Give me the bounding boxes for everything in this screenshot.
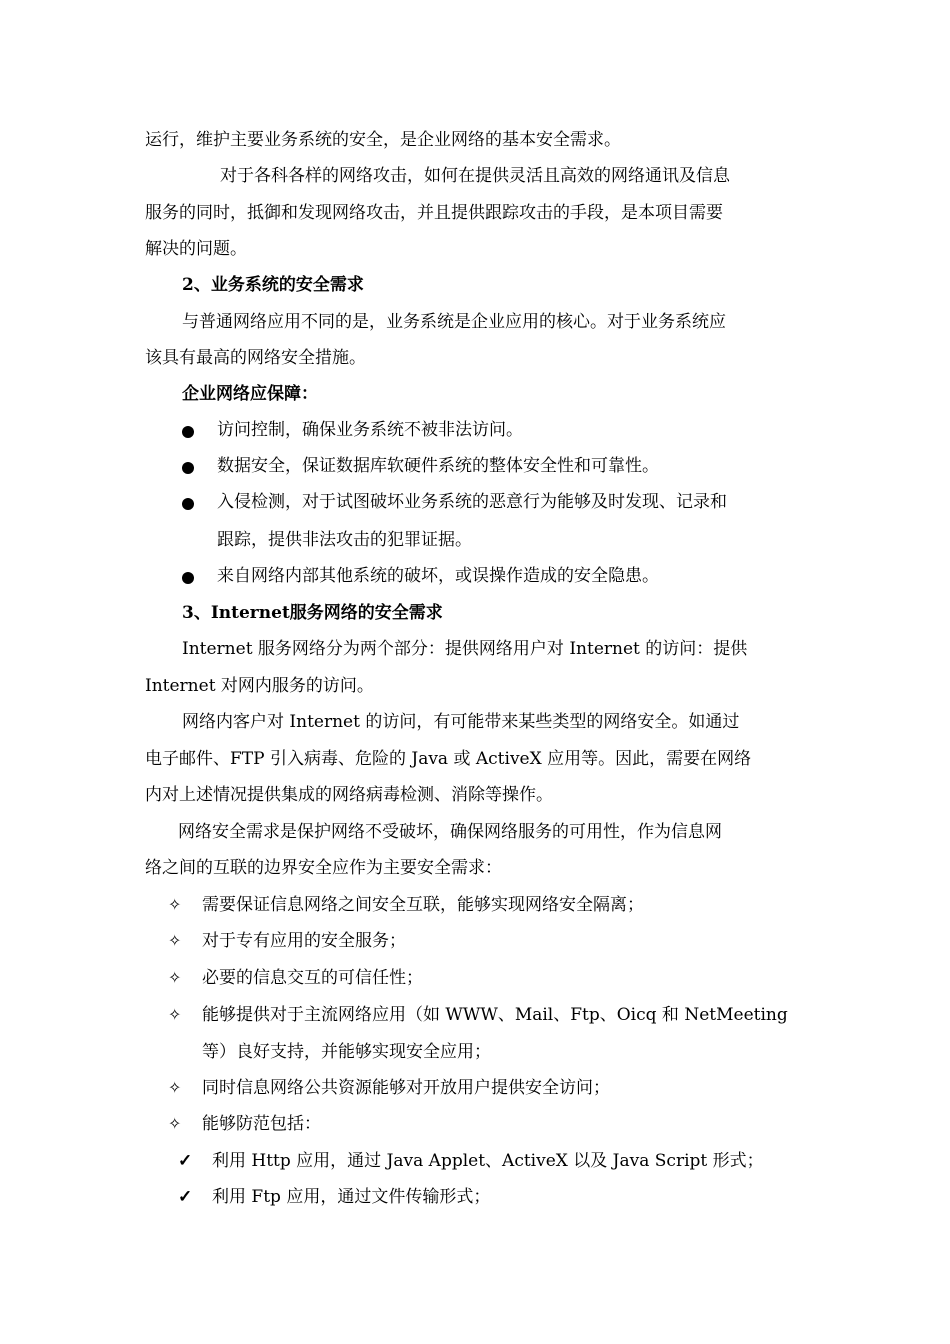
list-item: 利用 Http 应用，通过 Java Applet、ActiveX 以及 Java Script 形式； [212,1151,764,1171]
bullet-icon [182,456,194,478]
paragraph-line: 该具有最高的网络安全措施。 [145,348,366,368]
list-item: 跟踪，提供非法攻击的犯罪证据。 [217,530,472,550]
paragraph-line: 对于各科各样的网络攻击，如何在提供灵活且高效的网络通讯及信息 [220,166,730,186]
diamond-bullet-icon: ✧ [168,968,182,987]
diamond-bullet-icon: ✧ [168,1114,182,1133]
bullet-icon [182,420,194,442]
list-item: 必要的信息交互的可信任性； [202,968,423,988]
list-item: 能够防范包括： [202,1114,321,1134]
section-heading: 3、Internet服务网络的安全需求 [182,603,443,623]
list-item: 来自网络内部其他系统的破坏，或误操作造成的安全隐患。 [217,566,659,586]
paragraph-line: Internet 对网内服务的访问。 [145,676,374,696]
list-item: 同时信息网络公共资源能够对开放用户提供安全访问； [202,1078,610,1098]
paragraph-line: 服务的同时，抵御和发现网络攻击，并且提供跟踪攻击的手段，是本项目需要 [145,203,723,223]
paragraph-line: 运行，维护主要业务系统的安全，是企业网络的基本安全需求。 [145,130,621,150]
paragraph-line: 网络安全需求是保护网络不受破坏，确保网络服务的可用性，作为信息网 [178,822,722,842]
paragraph-line: 网络内客户对 Internet 的访问，有可能带来某些类型的网络安全。如通过 [182,712,740,732]
paragraph-line: 电子邮件、FTP 引入病毒、危险的 Java 或 ActiveX 应用等。因此，需要在网络 [145,749,752,769]
paragraph-line: 解决的问题。 [145,239,247,259]
diamond-bullet-icon: ✧ [168,895,182,914]
list-item: 利用 Ftp 应用，通过文件传输形式； [212,1187,491,1207]
paragraph-line: 络之间的互联的边界安全应作为主要安全需求： [145,858,502,878]
list-item: 访问控制，确保业务系统不被非法访问。 [217,420,523,440]
bullet-icon [182,566,194,588]
section-heading: 2、业务系统的安全需求 [182,275,364,295]
diamond-bullet-icon: ✧ [168,931,182,950]
list-item: 对于专有应用的安全服务； [202,931,406,951]
check-icon: ✓ [178,1151,193,1171]
paragraph-line: 内对上述情况提供集成的网络病毒检测、消除等操作。 [145,785,553,805]
diamond-bullet-icon: ✧ [168,1005,182,1024]
subheading: 企业网络应保障： [182,384,318,404]
bullet-icon [182,492,194,514]
list-item: 入侵检测，对于试图破坏业务系统的恶意行为能够及时发现、记录和 [217,492,727,512]
list-item: 等）良好支持，并能够实现安全应用； [202,1042,491,1062]
list-item: 需要保证信息网络之间安全互联，能够实现网络安全隔离； [202,895,644,915]
list-item: 能够提供对于主流网络应用（如 WWW、Mail、Ftp、Oicq 和 NetMeeting [202,1005,788,1025]
check-icon: ✓ [178,1187,193,1207]
paragraph-line: 与普通网络应用不同的是，业务系统是企业应用的核心。对于业务系统应 [182,312,726,332]
list-item: 数据安全，保证数据库软硬件系统的整体安全性和可靠性。 [217,456,659,476]
paragraph-line: Internet 服务网络分为两个部分：提供网络用户对 Internet 的访问：提供 [182,639,748,659]
diamond-bullet-icon: ✧ [168,1078,182,1097]
